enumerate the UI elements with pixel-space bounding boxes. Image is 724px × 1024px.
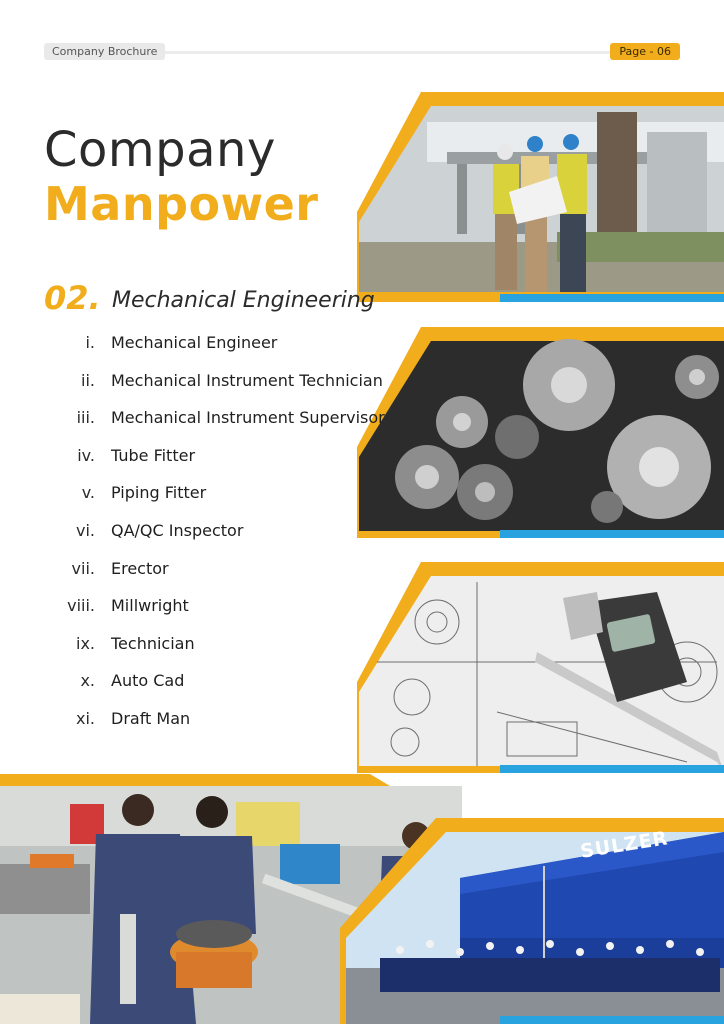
role-number: v. [81, 483, 95, 503]
role-number: iii. [76, 408, 95, 428]
role-number: vii. [71, 558, 95, 578]
caliper-photo-panel [357, 562, 724, 773]
page-number-badge: Page - 06 [610, 43, 680, 60]
engineers-photo-panel [357, 92, 724, 302]
role-label: Mechanical Instrument Technician [111, 370, 383, 390]
role-number: viii. [67, 596, 95, 616]
list-item [0, 481, 420, 519]
role-label: Piping Fitter [111, 483, 207, 503]
role-number: iv. [77, 445, 95, 465]
role-number: xi. [76, 708, 95, 728]
blue-accent-bar [500, 1016, 724, 1024]
caliper-photo [357, 562, 724, 773]
section-number: 02. [44, 279, 101, 317]
role-label: Erector [111, 558, 169, 578]
role-label: Mechanical Engineer [111, 333, 278, 352]
role-number: ii. [81, 370, 95, 390]
role-number: i. [85, 333, 95, 352]
role-label: Tube Fitter [111, 445, 196, 465]
role-number: x. [80, 671, 95, 691]
role-label: Mechanical Instrument Supervisor [111, 408, 385, 428]
role-label: Millwright [111, 596, 189, 616]
list-item [0, 519, 420, 557]
role-label: Auto Cad [111, 671, 185, 691]
page-title-line2: Manpower [44, 177, 319, 231]
page-title-line1: Company [44, 122, 276, 178]
list-item [0, 331, 420, 369]
role-number: ix. [76, 633, 95, 653]
engineers-photo [357, 92, 724, 302]
role-number: vi. [76, 520, 95, 540]
blue-accent-bar [500, 765, 724, 773]
role-label: Technician [111, 633, 195, 653]
brochure-label: Company Brochure [44, 43, 165, 60]
factory-photo-panel [340, 818, 724, 1024]
list-item [0, 406, 420, 444]
role-label: QA/QC Inspector [111, 520, 244, 540]
list-item [0, 369, 420, 407]
section-title: Mechanical Engineering [112, 288, 375, 313]
blue-accent-bar [500, 294, 724, 302]
list-item [0, 444, 420, 482]
factory-sign-text: SULZER [578, 827, 670, 863]
blue-accent-bar [500, 530, 724, 538]
role-label: Draft Man [111, 708, 191, 728]
